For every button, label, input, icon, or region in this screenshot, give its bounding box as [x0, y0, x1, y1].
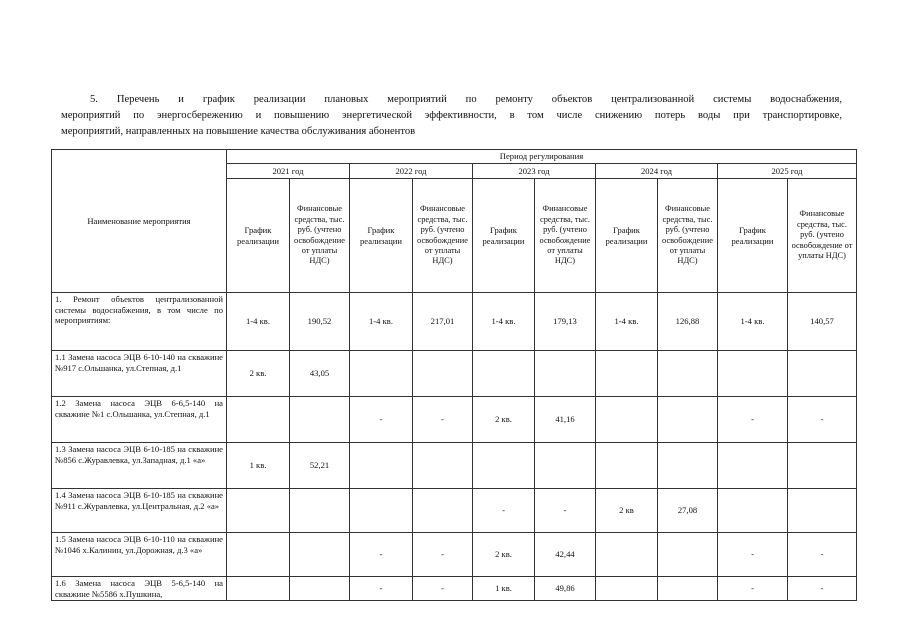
finance-cell: 217,01 — [413, 293, 473, 351]
finance-cell: 49,86 — [535, 577, 596, 601]
schedule-header: График реализации — [718, 179, 788, 293]
finance-cell — [413, 351, 473, 397]
finance-cell — [535, 351, 596, 397]
finance-cell: - — [788, 397, 857, 443]
schedule-header: График реализации — [350, 179, 413, 293]
finance-cell: 27,08 — [658, 489, 718, 533]
finance-cell — [658, 443, 718, 489]
year-header-2025: 2025 год — [718, 164, 857, 179]
schedule-cell — [350, 443, 413, 489]
schedule-cell: 1-4 кв. — [227, 293, 290, 351]
schedule-cell: - — [473, 489, 535, 533]
period-header: Период регулирования — [227, 150, 857, 164]
table-row — [52, 397, 857, 443]
schedule-cell: 1 кв. — [227, 443, 290, 489]
schedule-cell — [350, 351, 413, 397]
finance-cell — [658, 533, 718, 577]
heading-line-2: мероприятий по энергосбережению и повышению энергетической эффективности, в том числе снижению потерь воды при транспортировке, — [61, 110, 842, 121]
table-row — [52, 443, 857, 489]
measure-name: 1.2 Замена насоса ЭЦВ 6-6,5-140 на скважине №1 с.Ольшанка, ул.Степная, д.1 — [52, 397, 227, 443]
schedule-cell — [227, 533, 290, 577]
finance-cell — [413, 443, 473, 489]
finance-cell: 190,52 — [290, 293, 350, 351]
finance-cell — [658, 577, 718, 601]
section-heading — [61, 92, 842, 140]
measures-table — [51, 149, 857, 601]
finance-cell: 140,57 — [788, 293, 857, 351]
measure-name: 1.5 Замена насоса ЭЦВ 6-10-110 на скважине №1046 х.Калинин, ул.Дорожная, д.3 «а» — [52, 533, 227, 577]
schedule-cell — [227, 397, 290, 443]
year-header-2023: 2023 год — [473, 164, 596, 179]
table-row — [52, 293, 857, 351]
finance-cell — [290, 533, 350, 577]
schedule-cell: 1-4 кв. — [473, 293, 535, 351]
finance-cell — [290, 397, 350, 443]
measure-name: 1. Ремонт объектов централизованной системы водоснабжения, в том числе по мероприятиям: — [52, 293, 227, 351]
schedule-cell: - — [718, 577, 788, 601]
schedule-cell — [596, 577, 658, 601]
schedule-header: График реализации — [227, 179, 290, 293]
finance-cell — [788, 351, 857, 397]
schedule-header: График реализации — [473, 179, 535, 293]
finance-cell: - — [413, 533, 473, 577]
year-header-2024: 2024 год — [596, 164, 718, 179]
finance-header: Финансовые средства, тыс. руб. (учтено освобождение от уплаты НДС) — [788, 179, 857, 293]
table-row — [52, 351, 857, 397]
schedule-cell: - — [718, 533, 788, 577]
finance-cell: - — [413, 397, 473, 443]
finance-cell — [788, 443, 857, 489]
schedule-cell — [718, 443, 788, 489]
finance-cell — [788, 489, 857, 533]
measure-name: 1.6 Замена насоса ЭЦВ 5-6,5-140 на скважине №5586 х.Пушкина, — [52, 577, 227, 601]
name-header: Наименование мероприятия — [52, 150, 227, 293]
schedule-cell: 1-4 кв. — [350, 293, 413, 351]
schedule-cell — [596, 443, 658, 489]
year-header-2021: 2021 год — [227, 164, 350, 179]
year-header-2022: 2022 год — [350, 164, 473, 179]
schedule-cell: 2 кв. — [473, 533, 535, 577]
schedule-cell — [350, 489, 413, 533]
schedule-cell: 2 кв. — [227, 351, 290, 397]
finance-cell: 41,16 — [535, 397, 596, 443]
measure-name: 1.4 Замена насоса ЭЦВ 6-10-185 на скважине №911 с.Журавлевка, ул.Центральная, д.2 «а» — [52, 489, 227, 533]
measure-name: 1.1 Замена насоса ЭЦВ 6-10-140 на скважине №917 с.Ольшанка, ул.Степная, д.1 — [52, 351, 227, 397]
finance-cell — [658, 397, 718, 443]
finance-cell: 42,44 — [535, 533, 596, 577]
finance-cell: 126,88 — [658, 293, 718, 351]
schedule-cell — [596, 351, 658, 397]
schedule-cell: 1-4 кв. — [596, 293, 658, 351]
finance-header: Финансовые средства, тыс. руб. (учтено освобождение от уплаты НДС) — [413, 179, 473, 293]
table-row — [52, 577, 857, 601]
finance-header: Финансовые средства, тыс. руб. (учтено освобождение от уплаты НДС) — [658, 179, 718, 293]
finance-cell — [535, 443, 596, 489]
schedule-header: График реализации — [596, 179, 658, 293]
schedule-cell: 1 кв. — [473, 577, 535, 601]
schedule-cell — [718, 351, 788, 397]
schedule-cell: - — [350, 397, 413, 443]
schedule-cell: - — [350, 533, 413, 577]
heading-line-1: 5. Перечень и график реализации плановых мероприятий по ремонту объектов централизованной системы водоснабжения, — [90, 94, 842, 105]
finance-cell: 52,21 — [290, 443, 350, 489]
finance-cell — [413, 489, 473, 533]
schedule-cell: 2 кв. — [473, 397, 535, 443]
table-row — [52, 533, 857, 577]
finance-cell: - — [413, 577, 473, 601]
schedule-cell — [473, 443, 535, 489]
finance-cell — [658, 351, 718, 397]
schedule-cell: - — [350, 577, 413, 601]
heading-line-3: мероприятий, направленных на повышение качества обслуживания абонентов — [61, 126, 416, 137]
finance-header: Финансовые средства, тыс. руб. (учтено освобождение от уплаты НДС) — [290, 179, 350, 293]
schedule-cell — [227, 489, 290, 533]
schedule-cell: - — [718, 397, 788, 443]
finance-cell: - — [788, 577, 857, 601]
measure-name: 1.3 Замена насоса ЭЦВ 6-10-185 на скважине №856 с.Журавлевка, ул.Западная, д.1 «а» — [52, 443, 227, 489]
finance-cell: - — [788, 533, 857, 577]
table-row — [52, 489, 857, 533]
schedule-cell — [718, 489, 788, 533]
table-body — [52, 293, 857, 601]
finance-cell — [290, 577, 350, 601]
schedule-cell — [473, 351, 535, 397]
schedule-cell: 1-4 кв. — [718, 293, 788, 351]
schedule-cell: 2 кв — [596, 489, 658, 533]
schedule-cell — [596, 533, 658, 577]
schedule-cell — [227, 577, 290, 601]
schedule-cell — [596, 397, 658, 443]
finance-cell — [290, 489, 350, 533]
finance-cell: - — [535, 489, 596, 533]
finance-cell: 43,05 — [290, 351, 350, 397]
finance-header: Финансовые средства, тыс. руб. (учтено освобождение от уплаты НДС) — [535, 179, 596, 293]
finance-cell: 179,13 — [535, 293, 596, 351]
